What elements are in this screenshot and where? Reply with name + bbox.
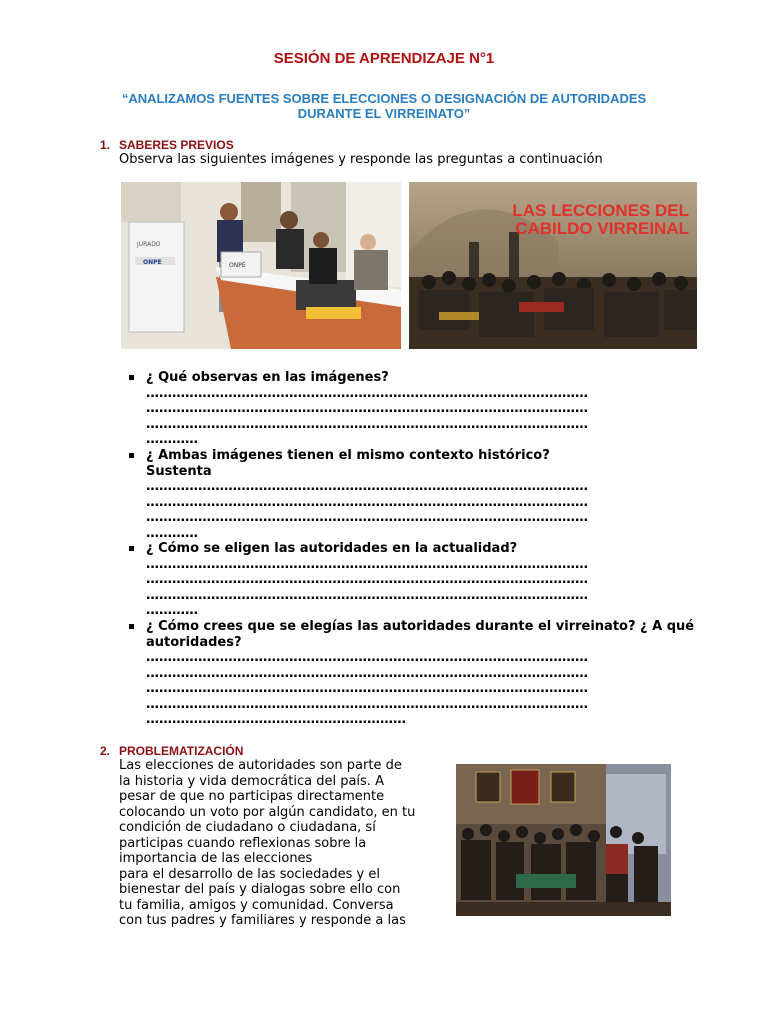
answer-line[interactable]: …………………………………………………………………………………………	[146, 556, 588, 572]
paragraph-line: condición de ciudadano o ciudadana, sí	[119, 820, 376, 835]
answer-line[interactable]: …………………………………………………………………………………………	[146, 479, 588, 494]
svg-text:ONPE: ONPE	[229, 262, 246, 269]
document-title: SESIÓN DE APRENDIZAJE N°1	[273, 50, 495, 67]
answer-line[interactable]: …………	[146, 432, 198, 447]
section-2-heading	[100, 744, 243, 758]
bullet-icon	[129, 546, 134, 551]
document-subtitle	[100, 91, 668, 121]
question-1	[129, 370, 704, 448]
paragraph-line: participas cuando reflexionas sobre la	[119, 835, 367, 851]
answer-line[interactable]: …………………………………………………………………………………………	[146, 650, 588, 665]
bullet-icon	[129, 375, 134, 380]
section-1-number: 1.	[100, 138, 111, 152]
question-1-text: ¿ Qué observas en las imágenes?	[146, 370, 389, 385]
question-4-text: ¿ Cómo crees que se elegías las autoridades durante el virreinato? ¿ A qué autoridades?	[146, 619, 695, 650]
section-1-heading	[100, 138, 234, 152]
subtitle-line-1: “ANALIZAMOS FUENTES SOBRE ELECCIONES O DESIGNACIÓN DE AUTORIDADES	[121, 91, 647, 106]
paragraph-line: colocando un voto por algún candidato, en tu	[119, 804, 416, 820]
bullet-icon	[129, 624, 134, 629]
answer-line[interactable]: …………………………………………………………………………………………	[146, 401, 588, 416]
section-2-title: PROBLEMATIZACIÓN	[119, 744, 244, 758]
answer-line[interactable]: …………………………………………………………………………………………	[146, 681, 588, 696]
question-2-text: ¿ Ambas imágenes tienen el mismo contexto histórico? Sustenta	[146, 448, 550, 479]
answer-line[interactable]: …………………………………………………………………………………………	[146, 572, 588, 587]
paragraph-line: Las elecciones de autoridades son parte de	[119, 758, 402, 773]
onpe-sign: ONPE	[143, 259, 162, 266]
answer-line[interactable]: …………	[146, 525, 198, 541]
historical-painting	[456, 764, 671, 916]
answer-line[interactable]: …………………………………………………………………………………………	[146, 494, 588, 510]
svg-text:JURADO: JURADO	[137, 241, 161, 248]
answer-line[interactable]: …………	[146, 603, 198, 618]
paragraph-line: para el desarrollo de las sociedades y el	[119, 866, 380, 882]
historical-painting-illustration	[456, 764, 671, 916]
paragraph-line: tu familia, amigos y comunidad. Conversa	[119, 897, 394, 913]
voting-photo	[121, 182, 401, 349]
voting-photo-illustration	[121, 182, 401, 349]
paragraph-line: bienestar del país y dialogas sobre ello con	[119, 882, 401, 897]
question-3-text: ¿ Cómo se eligen las autoridades en la actualidad?	[146, 541, 518, 556]
answer-line[interactable]: …………………………………………………………………………………………	[146, 665, 588, 681]
section-1-title: SABERES PREVIOS	[119, 138, 234, 152]
answer-line[interactable]: …………………………………………………………………………………………	[146, 416, 588, 432]
paragraph-line: importancia de las elecciones	[119, 851, 313, 866]
section-1-instruction: Observa las siguientes imágenes y responde las preguntas a continuación	[119, 152, 603, 167]
question-2	[129, 448, 704, 541]
paragraph-line: con tus padres y familiares y responde a las	[119, 913, 406, 928]
paragraph-line: la historia y vida democrática del país. A	[119, 773, 384, 789]
answer-line[interactable]: …………………………………………………………………………………………	[146, 510, 588, 525]
paragraph-line: pesar de que no participas directamente	[119, 789, 385, 804]
question-3	[129, 541, 704, 619]
painting-caption-line-1: LAS LECCIONES DEL	[512, 201, 689, 220]
answer-line[interactable]: ……………………………………………………	[146, 712, 406, 727]
bullet-icon	[129, 453, 134, 458]
cabildo-painting	[409, 182, 697, 349]
answer-line[interactable]: …………………………………………………………………………………………	[146, 696, 588, 712]
painting-caption-line-2: CABILDO VIRREINAL	[515, 219, 689, 238]
answer-line[interactable]: …………………………………………………………………………………………	[146, 385, 588, 401]
section-2-number: 2.	[100, 744, 111, 758]
cabildo-painting-illustration	[409, 182, 697, 349]
answer-line[interactable]: …………………………………………………………………………………………	[146, 587, 588, 603]
subtitle-line-2: DURANTE EL VIRREINATO”	[297, 106, 471, 121]
problematization-paragraph	[119, 758, 444, 929]
question-4	[129, 619, 704, 728]
